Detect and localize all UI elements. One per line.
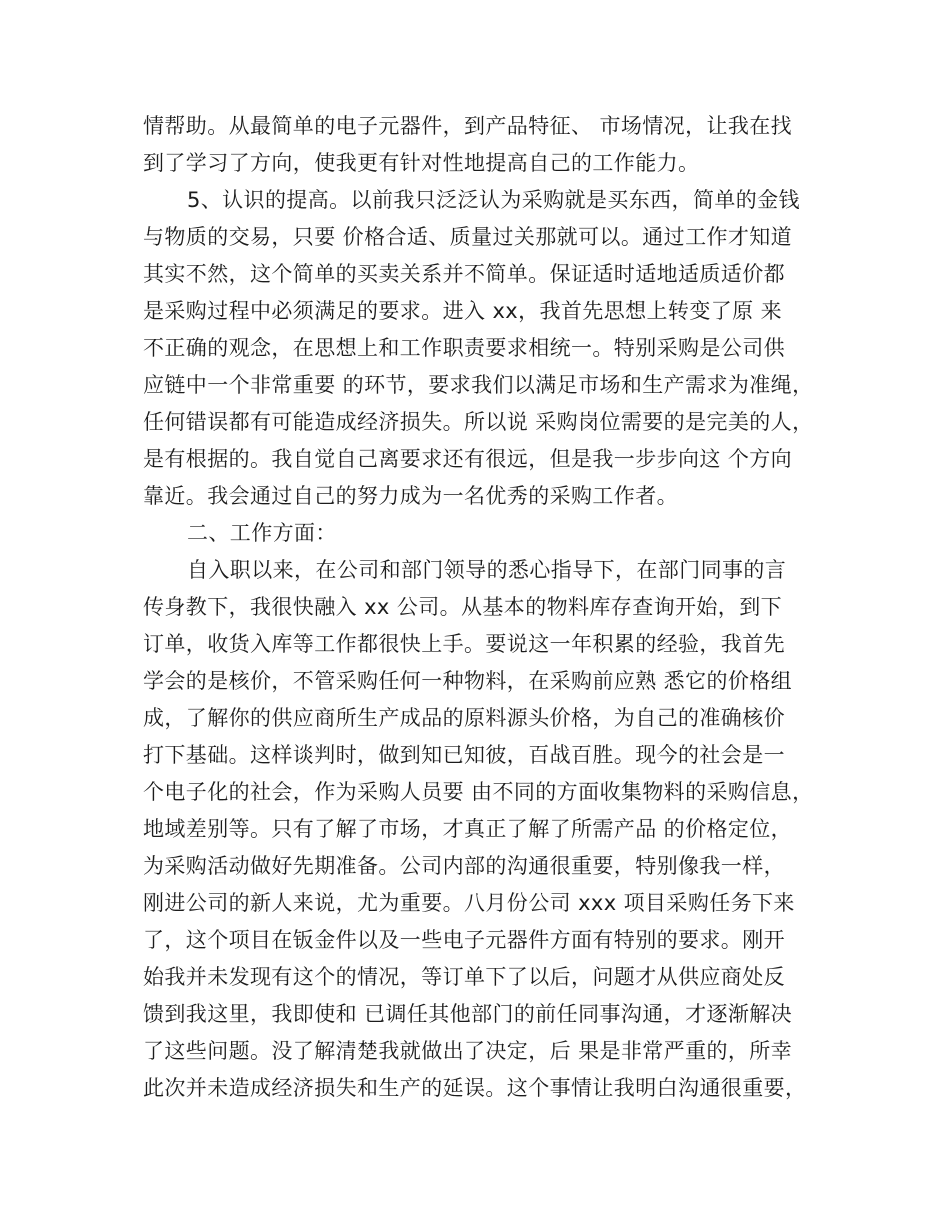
text-line: 应链中一个非常重要 的环节，要求我们以满足市场和生产需求为准绳， [143,373,814,397]
text-line: 是采购过程中必须满足的要求。进入 xx，我首先思想上转变了原 来 [143,299,783,323]
text-line: 馈到我这里，我即使和 已调任其他部门的前任同事沟通，才逐渐解决 [143,1002,793,1026]
text-line: 其实不然，这个简单的买卖关系并不简单。保证适时适地适质适价都 [143,262,785,286]
text-line: 靠近。我会通过自己的努力成为一名优秀的采购工作者。 [143,484,678,508]
text-line: 了，这个项目在钣金件以及一些电子元器件方面有特别的要求。刚开 [143,928,785,952]
paragraph-first-line: 5、认识的提高。以前我只泛泛认为采购就是买东西，简单的金钱 [187,188,800,212]
text-line: 打下基础。这样谈判时，做到知已知彼，百战百胜。现今的社会是一 [143,743,785,767]
text-line: 传身教下，我很快融入 xx 公司。从基本的物料库存查询开始，到下 [143,595,783,619]
text-line: 此次并未造成经济损失和生产的延误。这个事情让我明白沟通很重要， [143,1076,807,1100]
text-line: 订单，收货入库等工作都很快上手。要说这一年积累的经验，我首先 [143,632,785,656]
section-heading: 二、工作方面： [187,521,337,545]
text-line: 与物质的交易，只要 价格合适、质量过关那就可以。通过工作才知道 [143,225,793,249]
body-text [143,108,813,1107]
text-line: 是有根据的。我自觉自己离要求还有很远，但是我一步步向这 个方向 [143,447,793,471]
text-line: 学会的是核价，不管采购任何一种物料，在采购前应熟 悉它的价格组 [143,669,793,693]
text-line: 个电子化的社会，作为采购人员要 由不同的方面收集物料的采购信息， [143,780,814,804]
text-line: 成，了解你的供应商所生产成品的原料源头价格，为自己的准确核价 [143,706,785,730]
text-line: 不正确的观念，在思想上和工作职责要求相统一。特别采购是公司供 [143,336,785,360]
text-line: 为采购活动做好先期准备。公司内部的沟通很重要，特别像我一样， [143,854,785,878]
text-line: 情帮助。从最简单的电子元器件，到产品特征、 市场情况，让我在找 [143,114,793,138]
text-line: 地域差别等。只有了解了市场，才真正了解了所需产品 的价格定位， [143,817,793,841]
text-line: 始我并未发现有这个的情况，等订单下了以后，问题才从供应商处反 [143,965,785,989]
text-line: 刚进公司的新人来说，尤为重要。八月份公司 xxx 项目采购任务下来 [143,891,795,915]
text-line: 了这些问题。没了解清楚我就做出了决定，后 果是非常严重的，所幸 [143,1039,793,1063]
text-line: 到了学习了方向，使我更有针对性地提高自己的工作能力。 [143,151,700,175]
text-line: 任何错误都有可能造成经济损失。所以说 采购岗位需要的是完美的人， [143,410,814,434]
paragraph-first-line: 自入职以来，在公司和部门领导的悉心指导下，在部门同事的言 [187,558,787,582]
